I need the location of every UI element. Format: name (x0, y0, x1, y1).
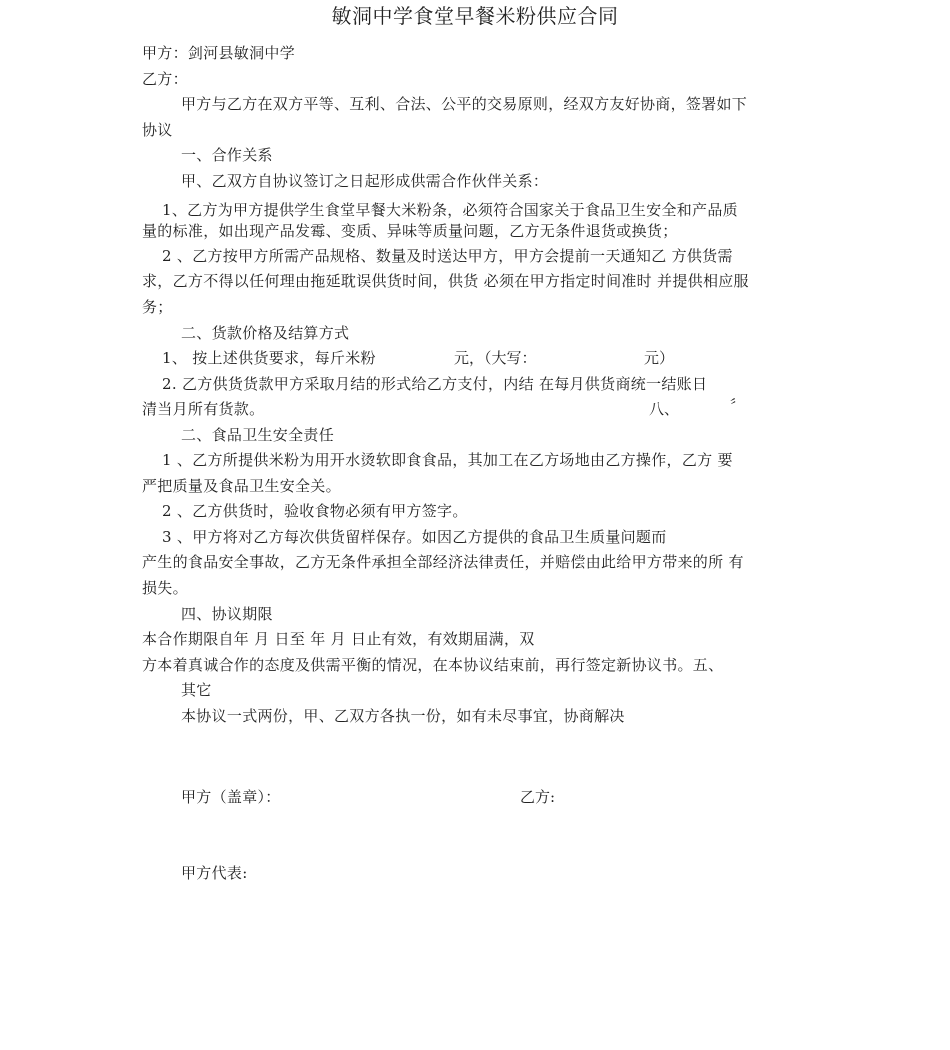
section-2-item-2-line-2: 清当月所有货款。 (142, 400, 265, 418)
section-3-item-1-line-2: 严把质量及食品卫生安全关。 (142, 477, 341, 495)
party-a: 甲方：剑河县敏洞中学 (142, 44, 296, 62)
intro-line-1: 甲方与乙方在双方平等、互利、合法、公平的交易原则，经双方友好协商，签署如下 (181, 95, 748, 113)
section-1-heading: 一、合作关系 (181, 146, 273, 164)
representative-party-a: 甲方代表: (181, 864, 248, 882)
intro-line-2: 协议 (142, 121, 173, 139)
section-2-stray-mark: 〞 (730, 397, 746, 415)
section-2-heading: 二、货款价格及结算方式 (181, 324, 350, 342)
section-4-heading: 四、协议期限 (181, 605, 273, 623)
section-1-item-2-line-2: 求，乙方不得以任何理由拖延耽误供货时间，供货 必须在甲方指定时间准时 并提供相应服 (142, 272, 749, 290)
party-b: 乙方： (142, 70, 188, 88)
section-3-item-3-line-1: 3 、甲方将对乙方每次供货留样保存。如因乙方提供的食品卫生质量问题而 (162, 528, 667, 546)
section-1-item-2-line-3: 务； (142, 298, 173, 316)
section-3-item-2: 2 、乙方供货时，验收食物必须有甲方签字。 (162, 502, 468, 520)
section-5-heading: 其它 (181, 681, 212, 699)
section-3-heading: 二、食品卫生安全责任 (181, 426, 335, 444)
section-2-item-1-b: 元，（大写： (454, 349, 537, 367)
section-3-item-3-line-3: 损失。 (142, 579, 188, 597)
section-2-stray-number: 八、 (649, 400, 680, 418)
section-2-item-1-a: 1、 按上述供货要求，每斤米粉 (162, 349, 376, 367)
signature-party-b: 乙方: (520, 788, 556, 806)
section-3-item-1-line-1: 1 、乙方所提供米粉为用开水烫软即食食品，其加工在乙方场地由乙方操作，乙方 要 (162, 451, 733, 469)
section-4-text-line-1: 本合作期限自年 月 日至 年 月 日止有效，有效期届满，双 (142, 630, 535, 648)
section-5-text: 本协议一式两份，甲、乙双方各执一份，如有未尽事宜，协商解决 (181, 707, 625, 725)
section-2-item-1-c: 元） (644, 349, 675, 367)
section-1-item-1-line-2: 量的标准，如出现产品发霉、变质、异味等质量问题，乙方无条件退货或换货； (142, 222, 678, 240)
section-4-text-line-2: 方本着真诚合作的态度及供需平衡的情况，在本协议结束前，再行签定新协议书。五、 (142, 656, 724, 674)
signature-party-a: 甲方（盖章）： (181, 788, 281, 806)
page-title: 敏洞中学食堂早餐米粉供应合同 (331, 4, 619, 28)
section-3-item-3-line-2: 产生的食品安全事故，乙方无条件承担全部经济法律责任，并赔偿由此给甲方带来的所 有 (142, 553, 744, 571)
section-2-item-2-line-1: 2. 乙方供货货款甲方采取月结的形式给乙方支付，内结 在每月供货商统一结账日 (162, 375, 708, 393)
section-1-item-1-line-1: 1、乙方为甲方提供学生食堂早餐大米粉条，必须符合国家关于食品卫生安全和产品质 (162, 201, 738, 219)
section-1-text: 甲、乙双方自协议签订之日起形成供需合作伙伴关系： (181, 172, 549, 190)
section-1-item-2-line-1: 2 、乙方按甲方所需产品规格、数量及时送达甲方，甲方会提前一天通知乙 方供货需 (162, 247, 733, 265)
